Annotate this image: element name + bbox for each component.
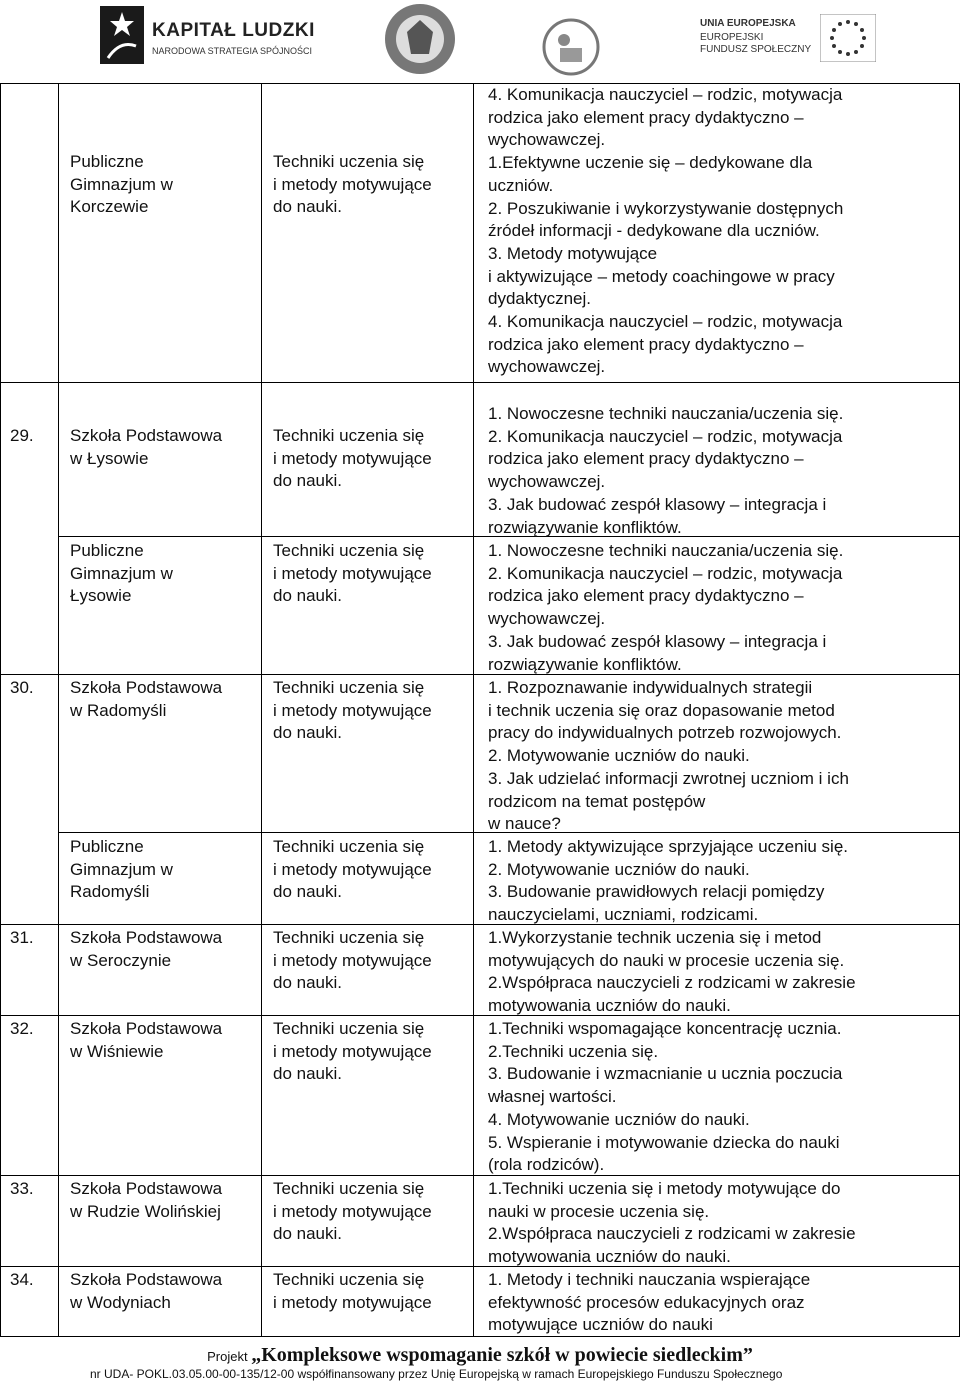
kapital-ludzki-subtitle: NARODOWA STRATEGIA SPÓJNOŚCI [152, 46, 313, 56]
row-number: 33. [10, 1179, 34, 1198]
school-name: Szkoła Podstawowa w Wiśniewie [70, 1019, 223, 1061]
training-topic: Techniki uczenia się i metody motywujące do nauki. [273, 541, 432, 606]
training-content: 1.Techniki wspomagające koncentrację ucznia. 2.Techniki uczenia się. 3. Budowanie i wzmacnianie u ucznia poczucia własnej wartości. 4. Motywowanie uczniów do nauki. 5. Wspieranie i motywowanie dziecka do nauki (rola rodziców). [488, 1019, 843, 1175]
training-content: 1. Metody aktywizujące sprzyjające uczeniu się. 2. Motywowanie uczniów do nauki. 3. Budowanie prawidłowych relacji pomiędzy nauczycielami, uczniami, rodzicami. [488, 837, 848, 925]
training-content: 1. Metody i techniki nauczania wspierające efektywność procesów edukacyjnych oraz motywujące uczniów do nauki [488, 1270, 811, 1335]
training-topic: Techniki uczenia się i metody motywujące do nauki. [273, 837, 432, 902]
school-name: Publiczne Gimnazjum w Łysowie [70, 541, 173, 606]
row-number: 30. [10, 678, 34, 697]
training-content: 4. Komunikacja nauczyciel – rodzic, motywacja rodzica jako element pracy dydaktyczno – wychowawczej. 1.Efektywne uczenie się – dedykowane dla uczniów. 2. Poszukiwanie i wykorzystywanie dostępnych źródeł informacji - dedykowane dla uczniów. 3. Metody motywujące i aktywizujące – metody coachingowe w pracy dydaktycznej. 4. Komunikacja nauczyciel – rodzic, motywacja rodzica jako element pracy dydaktyczno – wychowawczej. [488, 85, 844, 377]
school-name: Publiczne Gimnazjum w Radomyśli [70, 837, 173, 902]
row-number: 31. [10, 928, 34, 947]
training-content: 1. Nowoczesne techniki nauczania/uczenia się. 2. Komunikacja nauczyciel – rodzic, motywacja rodzica jako element pracy dydaktyczno – wychowawczej. 3. Jak budować zespół klasowy – integracja i rozwiązywanie konfliktów. [488, 541, 844, 674]
school-name: Szkoła Podstawowa w Wodyniach [70, 1270, 223, 1312]
eu-line3: FUNDUSZ SPOŁECZNY [700, 44, 812, 55]
training-content: 1. Nowoczesne techniki nauczania/uczenia się. 2. Komunikacja nauczyciel – rodzic, motywacja rodzica jako element pracy dydaktyczno – wychowawczej. 3. Jak budować zespół klasowy – integracja i rozwiązywanie konfliktów. [488, 404, 844, 537]
footer-project-number: nr UDA- POKL.03.05.00-00-135/12-00 współfinansowany przez Unię Europejską w ramach Europejskiego Funduszu Społecznego [90, 1367, 783, 1381]
training-content: 1.Wykorzystanie technik uczenia się i metod motywujących do nauki w procesie uczenia się. 2.Współpraca nauczycieli z rodzicami w zakresie motywowania uczniów do nauki. [488, 928, 856, 1016]
school-name: Szkoła Podstawowa w Rudzie Wolińskiej [70, 1179, 223, 1221]
training-topic: Techniki uczenia się i metody motywujące do nauki. [273, 152, 432, 217]
school-name: Szkoła Podstawowa w Radomyśli [70, 678, 223, 720]
eu-line2: EUROPEJSKI [700, 32, 764, 43]
row-number: 32. [10, 1019, 34, 1038]
footer-project-label: Projekt [207, 1349, 248, 1364]
training-topic: Techniki uczenia się i metody motywujące do nauki. [273, 426, 432, 491]
footer-project-title: „Kompleksowe wspomaganie szkół w powiecie siedleckim” [251, 1344, 753, 1366]
training-content: 1.Techniki uczenia się i metody motywujące do nauki w procesie uczenia się. 2.Współpraca nauczycieli z rodzicami w zakresie motywowania uczniów do nauki. [488, 1179, 856, 1267]
kapital-ludzki-title: KAPITAŁ LUDZKI [152, 20, 315, 41]
training-topic: Techniki uczenia się i metody motywujące [273, 1270, 432, 1312]
training-content: 1. Rozpoznawanie indywidualnych strategii i technik uczenia się oraz dopasowanie metod pracy do indywidualnych potrzeb rozwojowych. 2. Motywowanie uczniów do nauki. 3. Jak udzielać informacji zwrotnej uczniom i ich rodzicom na temat postępów w nauce? [488, 678, 849, 834]
training-topic: Techniki uczenia się i metody motywujące do nauki. [273, 1019, 432, 1084]
school-name: Szkoła Podstawowa w Łysowie [70, 426, 223, 468]
row-number: 29. [10, 426, 34, 445]
school-name: Szkoła Podstawowa w Seroczynie [70, 928, 223, 970]
row-number: 34. [10, 1270, 34, 1289]
training-topic: Techniki uczenia się i metody motywujące do nauki. [273, 678, 432, 743]
footer-project [0, 1344, 960, 1367]
training-topic: Techniki uczenia się i metody motywujące do nauki. [273, 1179, 432, 1244]
training-topic: Techniki uczenia się i metody motywujące do nauki. [273, 928, 432, 993]
eu-line1: UNIA EUROPEJSKA [700, 18, 796, 29]
school-name: Publiczne Gimnazjum w Korczewie [70, 152, 173, 217]
